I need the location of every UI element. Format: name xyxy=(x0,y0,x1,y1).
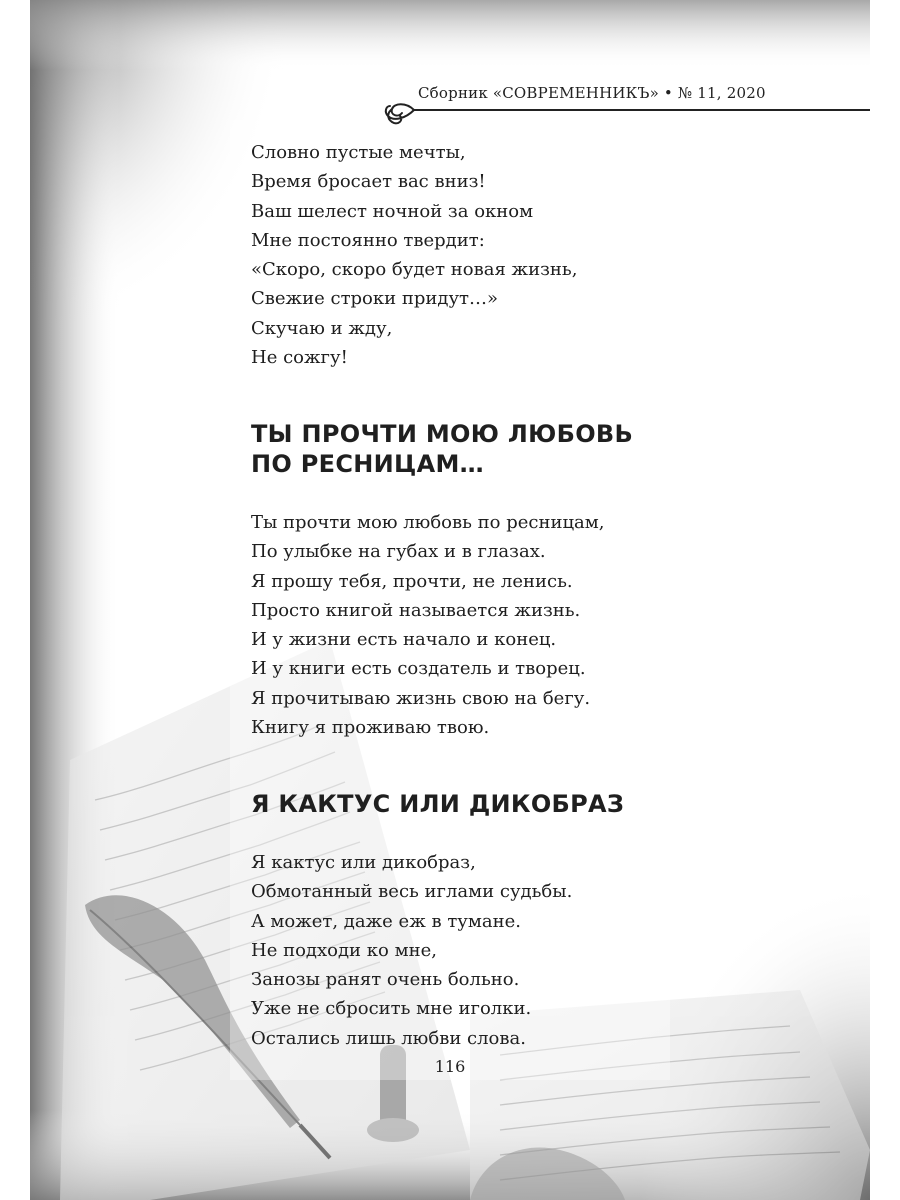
verse-line: «Скоро, скоро будет новая жизнь, xyxy=(251,259,578,281)
verse-line: Уже не сбросить мне иголки. xyxy=(251,998,532,1020)
verse-line: Занозы ранят очень больно. xyxy=(251,969,520,991)
verse-line: Словно пустые мечты, xyxy=(251,142,466,163)
poem-title-line: Я КАКТУС ИЛИ ДИКОБРАЗ xyxy=(251,790,625,818)
verse-line: Остались лишь любви слова. xyxy=(251,1027,526,1049)
verse-line: По улыбке на губах и в глазах. xyxy=(251,541,546,563)
verse-line: Не сожгу! xyxy=(251,347,348,369)
verse-line: Ты прочти мою любовь по ресницам, xyxy=(251,512,605,533)
poem-3-title xyxy=(251,789,624,819)
poem-2-stanza xyxy=(251,508,605,742)
verse-line: Я прочитываю жизнь свою на бегу. xyxy=(251,687,591,709)
verse-line: Я кактус или дикобраз, xyxy=(251,852,476,873)
verse-line: Книгу я проживаю твою. xyxy=(251,717,490,739)
flourish-ornament-icon xyxy=(380,100,870,128)
verse-line: Время бросает вас вниз! xyxy=(251,171,486,193)
poem-title-line: ПО РЕСНИЦАМ… xyxy=(251,450,484,478)
verse-line: Ваш шелест ночной за окном xyxy=(251,200,534,222)
poem-1-stanza xyxy=(251,138,577,372)
verse-line: Свежие строки придут…» xyxy=(251,288,499,310)
verse-line: Просто книгой называется жизнь. xyxy=(251,599,581,621)
verse-line: И у книги есть создатель и творец. xyxy=(251,658,586,680)
verse-line: Не подходи ко мне, xyxy=(251,939,437,961)
page-number: 116 xyxy=(434,1057,466,1076)
verse-line: Мне постоянно твердит: xyxy=(251,229,485,251)
poem-2-title xyxy=(251,419,633,479)
verse-line: Я прошу тебя, прочти, не ленись. xyxy=(251,570,573,592)
verse-line: И у жизни есть начало и конец. xyxy=(251,629,557,651)
verse-line: Обмотанный весь иглами судьбы. xyxy=(251,881,573,903)
verse-line: Скучаю и жду, xyxy=(251,317,393,339)
poem-title-line: ТЫ ПРОЧТИ МОЮ ЛЮБОВЬ xyxy=(251,420,634,448)
verse-line: А может, даже еж в тумане. xyxy=(251,910,521,932)
poem-3-stanza xyxy=(251,848,572,1053)
running-header: Сборник «СОВРЕМЕННИКЪ» • № 11, 2020 xyxy=(418,84,766,102)
